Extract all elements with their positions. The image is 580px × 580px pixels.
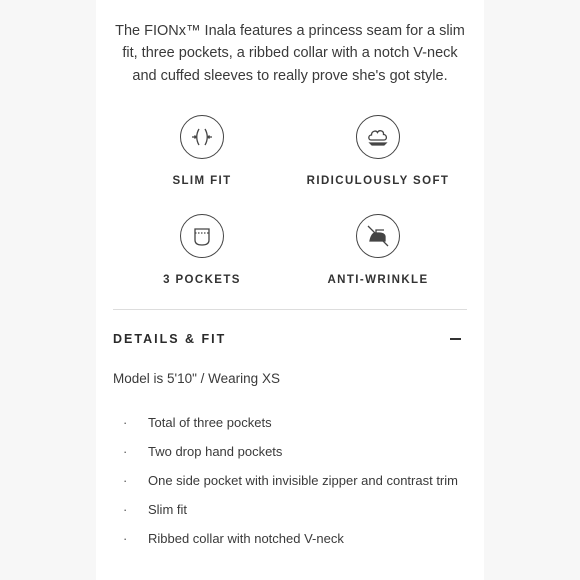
feature-anti-wrinkle [288, 214, 468, 286]
list-item [113, 499, 473, 520]
list-item-text: Slim fit [148, 502, 187, 517]
feature-3-pockets [112, 214, 292, 286]
minus-icon[interactable] [448, 330, 464, 348]
list-item-text: Total of three pockets [148, 415, 272, 430]
bullet-dot: · [123, 415, 128, 430]
feature-slim-fit [112, 115, 292, 187]
list-item-text: Two drop hand pockets [148, 444, 283, 459]
bullet-dot: · [123, 473, 128, 488]
pocket-icon [180, 214, 224, 258]
feature-ridiculously-soft [288, 115, 468, 187]
cloud-soft-icon [356, 115, 400, 159]
details-fit-heading[interactable]: DETAILS & FIT [113, 332, 227, 346]
feature-label: 3 POCKETS [163, 274, 241, 286]
feature-label: SLIM FIT [172, 175, 232, 187]
list-item [113, 412, 473, 433]
no-iron-icon [356, 214, 400, 258]
model-size-info: Model is 5'10" / Wearing XS [113, 371, 280, 386]
feature-label: ANTI-WRINKLE [327, 274, 429, 286]
slim-fit-icon [180, 115, 224, 159]
list-item-text: Ribbed collar with notched V-neck [148, 531, 344, 546]
bullet-dot: · [123, 502, 128, 517]
bullet-dot: · [123, 531, 128, 546]
bullet-dot: · [123, 444, 128, 459]
product-description: The FIONx™ Inala features a princess seam for a slim fit, three pockets, a ribbed collar with a notch V-neck and cuffed sleeves to really prove she's got style. [115, 22, 465, 84]
list-item [113, 470, 473, 491]
details-list [113, 412, 473, 557]
feature-label: RIDICULOUSLY SOFT [306, 175, 450, 187]
list-item-text: One side pocket with invisible zipper and contrast trim [148, 473, 458, 488]
list-item [113, 441, 473, 462]
section-divider [113, 309, 467, 310]
list-item [113, 528, 473, 549]
